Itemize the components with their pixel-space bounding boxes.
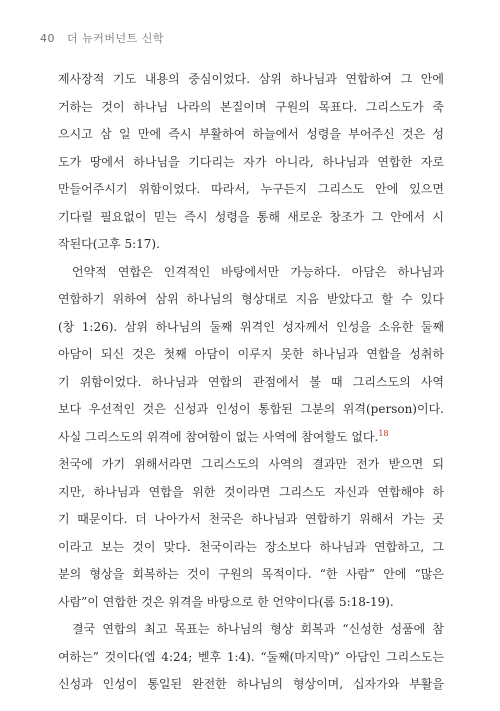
text-line: 기 위함이었다. 하나님과 연합의 관점에서 볼 때 그리스도의 사역 [58, 374, 444, 389]
text-line: 보다 우선적인 것은 신성과 인성이 통합된 그분의 위격(person)이다. [58, 402, 444, 416]
text-line: 여하는” 것이다(엡 4:24; 벧후 1:4). “둘째(마지막)” 아담인 그리스도는 [58, 649, 444, 664]
text-line: 으시고 삼 일 만에 즉시 부활하여 하늘에서 성령을 부어주신 것은 성 [58, 127, 444, 141]
text-line: 이라고 보는 것이 맞다. 천국이라는 장소보다 하나님과 연합하고, 그 [58, 539, 444, 554]
text-line-with-footnote [58, 424, 444, 452]
text-line: 사람”이 연합한 것은 위격을 바탕으로 한 언약이다(롬 5:18-19). [58, 594, 394, 609]
page-number: 40 [40, 32, 55, 45]
text-line: 기 때문이다. 더 나아가서 천국은 하나님과 연합하기 위해서 가는 곳 [58, 512, 444, 526]
running-title: 더 뉴커버넌트 신학 [67, 32, 165, 45]
text-line: 기다릴 필요없이 믿는 즉시 성령을 통해 새로운 창조가 그 안에서 시 [58, 209, 444, 224]
text-line: 신성과 인성이 통일된 완전한 하나님의 형상이며, 십자가와 부활을 [58, 677, 444, 691]
body-text [58, 66, 444, 699]
text-line: 언약적 연합은 인격적인 바탕에서만 가능하다. 아담은 하나님과 [72, 264, 444, 279]
text-line: 결국 연합의 최고 목표는 하나님의 형상 회복과 “신성한 성품에 참 [72, 622, 444, 636]
text-line: 도가 땅에서 하나님을 기다리는 자가 아니라, 하나님과 연합한 자로 [58, 154, 444, 169]
text-line: 지만, 하나님과 연합을 위한 것이라면 그리스도 자신과 연합해야 하 [58, 484, 444, 499]
text-line: 아담이 되신 것은 첫째 아담이 이루지 못한 하나님과 연합을 성취하 [58, 347, 444, 361]
footnote-reference[interactable]: 18 [378, 428, 389, 438]
text-line: 천국에 가기 위해서라면 그리스도의 사역의 결과만 전가 받으면 되 [58, 457, 444, 471]
paragraph-2 [58, 259, 444, 617]
text-line: 작된다(고후 5:17). [58, 237, 160, 251]
page-header [40, 30, 164, 46]
text-line: 만들어주시기 위함이었다. 따라서, 누구든지 그리스도 안에 있으면 [58, 182, 444, 196]
text-line: 제사장적 기도 내용의 중심이었다. 삼위 하나님과 연합하여 그 안에 [58, 72, 444, 86]
text-line: 분의 형상을 회복하는 것이 구원의 목적이다. “한 사람” 안에 “많은 [58, 567, 444, 581]
paragraph-3 [58, 616, 444, 699]
text-line: 사실 그리스도의 위격에 참여함이 없는 사역에 참여할도 없다. [58, 429, 379, 444]
text-line: 연합하기 위하여 삼위 하나님의 형상대로 지음 받았다고 할 수 있다 [58, 292, 444, 306]
text-line: (창 1:26). 삼위 하나님의 둘째 위격인 성자께서 인성을 소유한 둘째 [58, 319, 444, 334]
paragraph-1 [58, 66, 444, 259]
text-line: 거하는 것이 하나님 나라의 본질이며 구원의 목표다. 그리스도가 죽 [58, 99, 444, 114]
